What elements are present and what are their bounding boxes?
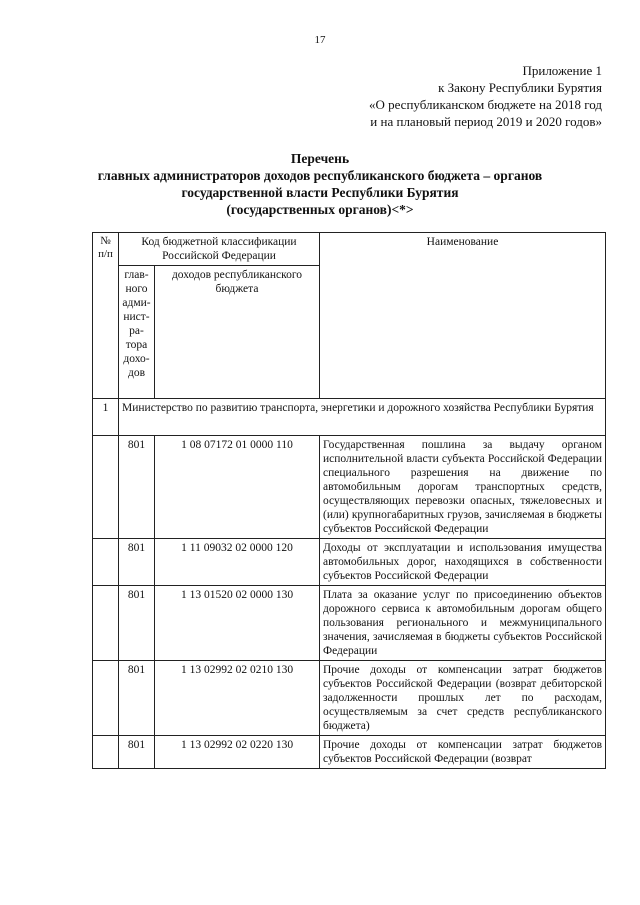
revenue-code-cell: 1 13 01520 02 0000 130: [155, 586, 320, 661]
table-header-row: [93, 233, 606, 266]
revenue-code-cell: 1 11 09032 02 0000 120: [155, 539, 320, 586]
appendix-line: «О республиканском бюджете на 2018 год: [368, 97, 602, 112]
table-row: [93, 436, 606, 539]
appendix-header: [369, 62, 602, 130]
page-number: 17: [314, 34, 326, 46]
organization-row: [93, 399, 606, 436]
empty-cell: [93, 436, 119, 539]
organization-name: Министерство по развитию транспорта, энергетики и дорожного хозяйства Республики Бурятия: [119, 399, 606, 436]
admin-code-cell: 801: [119, 736, 155, 769]
revenue-code-cell: 1 13 02992 02 0220 130: [155, 736, 320, 769]
empty-cell: [93, 661, 119, 736]
admin-code-cell: 801: [119, 586, 155, 661]
organization-number: 1: [93, 399, 119, 436]
revenue-name-cell: Прочие доходы от компенсации затрат бюджетов субъектов Российской Федерации (возврат: [320, 736, 606, 769]
header-number: № п/п: [93, 233, 119, 399]
empty-cell: [93, 736, 119, 769]
appendix-line: к Закону Республики Бурятия: [438, 80, 602, 95]
table-row: [93, 736, 606, 769]
header-name: Наименование: [320, 233, 606, 399]
title-line: (государственных органов)<*>: [226, 202, 414, 217]
revenue-name-cell: Плата за оказание услуг по присоединению объектов дорожного сервиса к автомобильным дорогам общего пользования регионального и межмуниципального значения, зачисляемая в бюджеты субъектов Российской Федерации: [320, 586, 606, 661]
title-line: государственной власти Республики Бурятия: [181, 185, 459, 200]
appendix-line: Приложение 1: [522, 63, 602, 78]
header-revenue-code: доходов республиканского бюджета: [155, 266, 320, 399]
empty-cell: [93, 586, 119, 661]
revenue-name-cell: Прочие доходы от компенсации затрат бюджетов субъектов Российской Федерации (возврат дебиторской задолженности прошлых лет по расходам, осуществляемым за счет средств республиканского бюджета): [320, 661, 606, 736]
empty-cell: [93, 539, 119, 586]
table-row: [93, 539, 606, 586]
title-line: главных администраторов доходов республиканского бюджета – органов: [97, 168, 543, 183]
table-row: [93, 586, 606, 661]
admin-code-cell: 801: [119, 661, 155, 736]
header-classification-code: Код бюджетной классификации Российской Федерации: [119, 233, 320, 266]
table-row: [93, 661, 606, 736]
revenue-name-cell: Доходы от эксплуатации и использования имущества автомобильных дорог, находящихся в собственности субъектов Российской Федерации: [320, 539, 606, 586]
document-title: [40, 150, 600, 218]
revenue-administrators-table: [92, 232, 606, 769]
revenue-code-cell: 1 13 02992 02 0210 130: [155, 661, 320, 736]
admin-code-cell: 801: [119, 436, 155, 539]
revenue-name-cell: Государственная пошлина за выдачу органом исполнительной власти субъекта Российской Федерации специального разрешения на движение по автомобильным дорогам транспортных средств, осуществляющих перевозки опасных, тяжеловесных и (или) крупногабаритных грузов, зачисляемая в бюджеты субъектов Российской Федерации: [320, 436, 606, 539]
admin-code-cell: 801: [119, 539, 155, 586]
header-main-administrator: глав- ного адми- нист- ра- тора дохо- дов: [119, 266, 155, 399]
revenue-code-cell: 1 08 07172 01 0000 110: [155, 436, 320, 539]
title-line: Перечень: [290, 151, 350, 166]
appendix-line: и на плановый период 2019 и 2020 годов»: [370, 114, 602, 129]
